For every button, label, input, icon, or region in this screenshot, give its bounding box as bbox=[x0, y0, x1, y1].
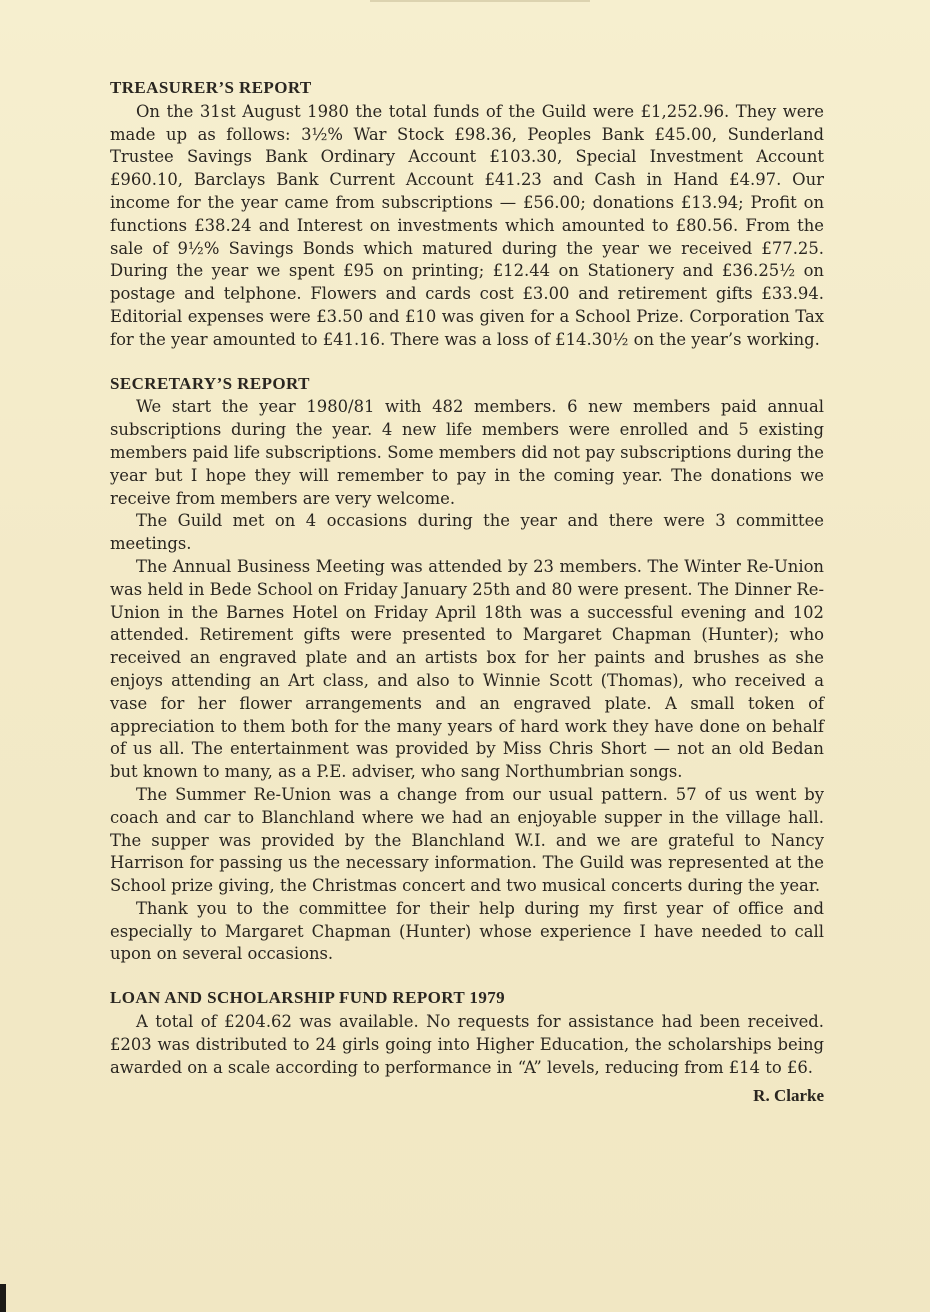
secretary-paragraph-1: We start the year 1980/81 with 482 members. 6 new members paid annual subscriptions during the year. 4 new life members were enrolled and 5 existing members paid life subscriptions. Some members did not pay subscriptions during the year but I hope they will remember to pay in the coming year. The donations we receive from members are very welcome. bbox=[110, 397, 824, 508]
secretary-paragraph-4: The Summer Re-Union was a change from our usual pattern. 57 of us went by coach and car to Blanchland where we had an enjoyable supper in the village hall. The supper was provided by the Blanchland W.I. and we are grateful to Nancy Harrison for passing us the necessary information. The Guild was represented at the School prize giving, the Christmas concert and two musical concerts during the year. bbox=[110, 784, 824, 896]
loan-scholarship-report-heading: LOAN AND SCHOLARSHIP FUND REPORT 1979 bbox=[110, 988, 506, 1008]
treasurer-paragraph-1: On the 31st August 1980 the total funds of the Guild were £1,252.96. They were made up as follows: 3½% War Stock £98.36, Peoples Bank £45.00, Sunderland Trustee Savings Bank Ordinary Account £103.30, Special Investment Account £960.10, Barclays Bank Current Account £41.23 and Cash in Hand £4.97. Our income for the year came from subscriptions — £56.00; donations £13.94; Profit on functions £38.24 and Interest on investments which amounted to £80.56. From the sale of 9½% Savings Bonds which matured during the year we received £77.25. During the year we spent £95 on printing; £12.44 on Stationery and £36.25½ on postage and telphone. Flowers and cards cost £3.00 and retirement gifts £33.94. Editorial expenses were £3.50 and £10 was given for a School Prize. Corporation Tax for the year amounted to £41.16. There was a loss of £14.30½ on the year’s working. bbox=[110, 101, 824, 349]
loan-paragraph-1: A total of £204.62 was available. No requests for assistance had been received. £203 was distributed to 24 girls going into Higher Education, the scholarships being awarded on a scale according to performance in “A” levels, reducing from £14 to £6. bbox=[110, 1012, 824, 1077]
top-edge-rule bbox=[370, 0, 590, 2]
secretary-paragraph-5: Thank you to the committee for their help during my first year of office and especially to Margaret Chapman (Hunter) whose experience I have needed to call upon on several occasions. bbox=[110, 898, 824, 964]
page-edge-mark bbox=[0, 1284, 6, 1312]
secretary-paragraph-3: The Annual Business Meeting was attended by 23 members. The Winter Re-Union was held in Bede School on Friday January 25th and 80 were present. The Dinner Re-Union in the Barnes Hotel on Friday April 18th was a successful evening and 102 attended. Retirement gifts were presented to Margaret Chapman (Hunter); who received an engraved plate and an artists box for her paints and brushes as she enjoys attending an Art class, and also to Winnie Scott (Thomas), who received a vase for her flower arrangements and an engraved plate. A small token of appreciation to them both for the many years of hard work they have done on behalf of us all. The entertainment was provided by Miss Chris Short — not an old Bedan but known to many, as a P.E. adviser, who sang Northumbrian songs. bbox=[110, 556, 824, 782]
document-content bbox=[110, 77, 824, 1129]
secretary-report-section bbox=[110, 373, 824, 967]
secretary-paragraph-2: The Guild met on 4 occasions during the year and there were 3 committee meetings. bbox=[110, 511, 824, 554]
signature: R. Clarke bbox=[753, 1086, 824, 1106]
loan-scholarship-report-section bbox=[110, 987, 824, 1108]
treasurer-report-section bbox=[110, 77, 824, 352]
treasurer-report-heading: TREASURER’S REPORT bbox=[110, 78, 312, 97]
secretary-report-heading: SECRETARY’S REPORT bbox=[110, 373, 310, 393]
